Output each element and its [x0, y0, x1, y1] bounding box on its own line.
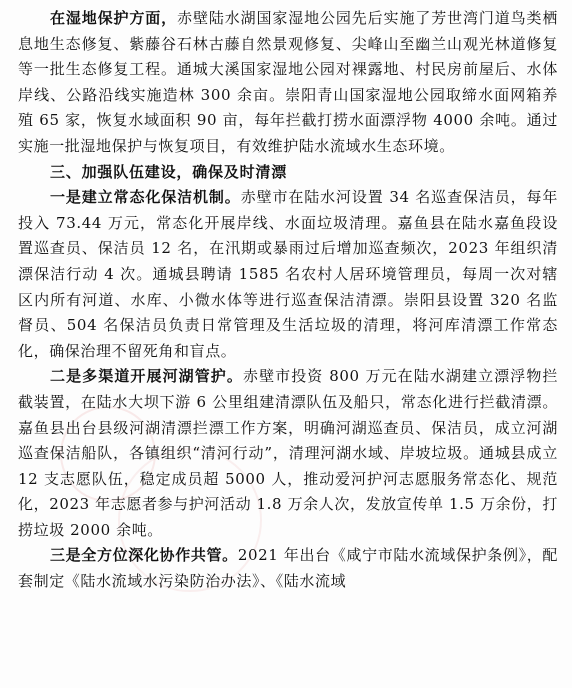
- paragraph-collaboration: [18, 543, 558, 594]
- paragraph-river-management: [18, 364, 558, 543]
- paragraph-lead: 三是全方位深化协作共管。: [50, 546, 238, 565]
- paragraph-text: 赤壁市在陆水河设置 34 名巡查保洁员，每年投入 73.44 万元，常态化开展岸线、水面垃圾清理。嘉鱼县在陆水嘉鱼段设置巡查员、保洁员 12 名，在汛期或暴雨过后增加巡查频次，2023 年组织清漂保洁行动 4 次。通城县聘请 1585 名农村人居环境管理员，每周一次对辖区内所有河道、水库、小微水体等进行巡查保洁清漂。崇阳县设置 320 名监督员、504 名保洁员负责日常管理及生活垃圾的清理，将河库清漂工作常态化，确保治理不留死角和盲点。: [18, 188, 559, 360]
- document-body: [18, 6, 558, 595]
- paragraph-text: 赤壁市投资 800 万元在陆水湖建立漂浮物拦截装置，在陆水大坝下游 6 公里组建清漂队伍及船只，常态化进行拦截清漂。嘉鱼县出台县级河湖清漂拦漂工作方案，明确河湖巡查员、保洁员，成立河湖巡查保洁船队，各镇组织“清河行动”，清理河湖水域、岸坡垃圾。通城县成立 12 支志愿队伍，稳定成员超 5000 人，推动爱河护河志愿服务常态化、规范化，2023 年志愿者参与护河活动 1.8 万余人次，发放宣传单 1.5 万余份，打捞垃圾 2000 余吨。: [18, 367, 559, 539]
- section-heading: 三、加强队伍建设，确保及时清漂: [50, 162, 288, 181]
- paragraph-text: 赤壁陆水湖国家湿地公园先后实施了芳世湾门道鸟类栖息地生态修复、紫藤谷石林古藤自然景观修复、尖峰山至幽兰山观光林道修复等一批生态修复工程。通城大溪国家湿地公园对裸露地、村民房前屋后、水体岸线、公路沿线实施造林 300 余亩。崇阳青山国家湿地公园取缔水面网箱养殖 65 家，恢复水域面积 90 亩，每年拦截打捞水面漂浮物 4000 余吨。通过实施一批湿地保护与恢复项目，有效维护陆水流域水生态环境。: [18, 9, 558, 155]
- paragraph-lead: 二是多渠道开展河湖管护。: [50, 367, 243, 386]
- paragraph-lead: 在湿地保护方面，: [50, 9, 178, 27]
- paragraph-wetland-protection: [18, 6, 558, 160]
- paragraph-text: 2021 年出台《咸宁市陆水流域保护条例》，配套制定《陆水流域水污染防治办法》、《陆水流域: [18, 546, 558, 591]
- paragraph-cleaning-mechanism: [18, 185, 558, 364]
- paragraph-lead: 一是建立常态化保洁机制。: [50, 188, 241, 207]
